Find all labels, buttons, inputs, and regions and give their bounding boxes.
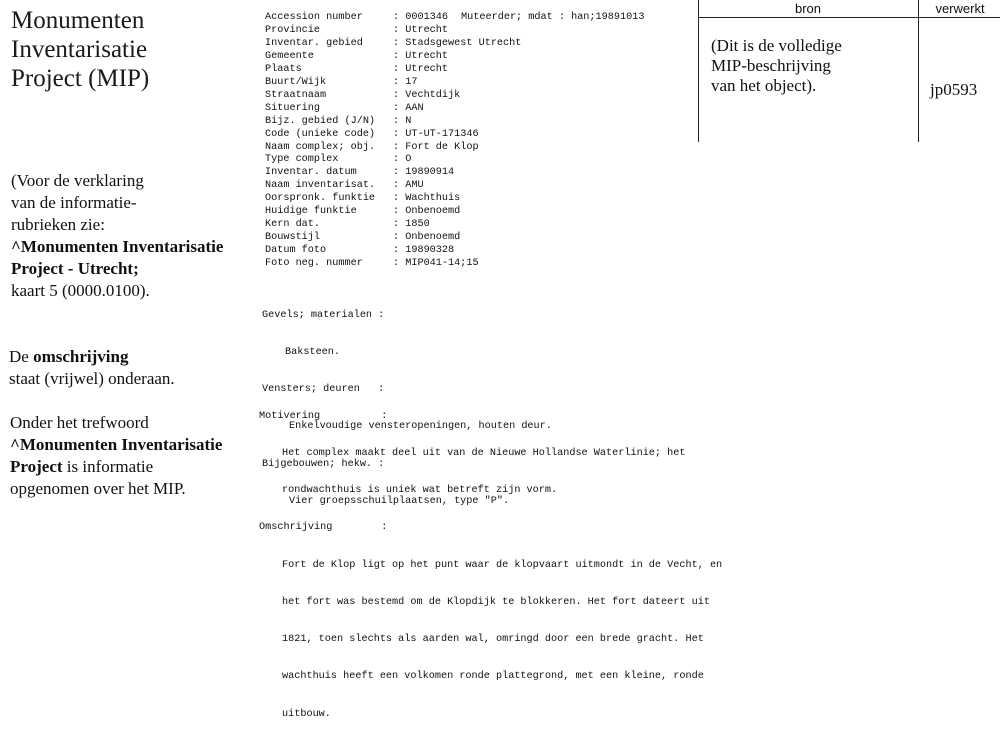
- description-note: [9, 346, 254, 390]
- field-value: : Onbenoemd: [393, 206, 461, 218]
- note-line: opgenomen over het MIP.: [10, 479, 186, 498]
- field-value: : AAN: [393, 102, 424, 114]
- record-row: [265, 25, 644, 38]
- record-row: [265, 180, 644, 193]
- table-divider: [698, 0, 699, 142]
- field-value: uitbouw.: [282, 708, 331, 720]
- field-value: wachthuis heeft een volkomen ronde plattegrond, met een kleine, ronde: [282, 671, 704, 683]
- record-row: [265, 167, 644, 180]
- note-keyword: omschrijving: [33, 347, 129, 366]
- record-row: [265, 103, 644, 116]
- field-value: : Utrecht: [393, 63, 449, 75]
- record-row: [265, 232, 644, 245]
- record-row: [265, 90, 644, 103]
- left-column: [11, 6, 251, 93]
- field-label: Naam inventarisat.: [265, 180, 376, 192]
- description-block: [259, 386, 722, 733]
- note-text: is informatie: [62, 457, 154, 476]
- note-line: (Voor de verklaring: [11, 171, 144, 190]
- field-value: : AMU: [393, 180, 424, 192]
- field-value: : Utrecht: [393, 50, 449, 62]
- record-row: [265, 116, 644, 129]
- field-label: Straatnaam: [265, 89, 327, 101]
- field-label: Provincie: [265, 24, 321, 36]
- field-value: : 19890914: [393, 167, 455, 179]
- field-label: Gemeente: [265, 50, 314, 62]
- field-value: Vier groepsschuilplaatsen, type "P".: [289, 495, 510, 507]
- record-row: [265, 245, 644, 258]
- field-label: Datum foto: [265, 245, 327, 257]
- table-divider: [918, 0, 919, 142]
- field-value: : Stadsgewest Utrecht: [393, 37, 522, 49]
- record-row: [265, 154, 644, 167]
- field-label: Plaats: [265, 63, 302, 75]
- note-line: staat (vrijwel) onderaan.: [9, 369, 175, 388]
- field-value: rondwachthuis is uniek wat betreft zijn vorm.: [282, 485, 558, 497]
- title-line: Inventarisatie: [11, 36, 148, 63]
- field-label: Bijgebouwen; hekw. :: [262, 458, 385, 470]
- field-value: het fort was bestemd om de Klopdijk te blokkeren. Het fort dateert uit: [282, 596, 710, 608]
- bron-line: (Dit is de volledige: [711, 36, 842, 55]
- field-label: Bouwstijl: [265, 232, 321, 244]
- field-value: : 17: [393, 76, 418, 88]
- note-line: kaart 5 (0000.0100).: [11, 281, 150, 300]
- bron-line: van het object).: [711, 76, 817, 95]
- field-value: Enkelvoudige vensteropeningen, houten deur.: [289, 421, 552, 433]
- column-header-verwerkt: verwerkt: [935, 1, 985, 16]
- field-label: Oorspronk. funktie: [265, 193, 376, 205]
- field-label: Omschrijving :: [259, 522, 388, 534]
- reference-note: [11, 170, 256, 302]
- field-value: Het complex maakt deel uit van de Nieuwe Hollandse Waterlinie; het: [282, 448, 686, 460]
- field-value: : O: [393, 154, 412, 166]
- record-row: [265, 12, 644, 25]
- page-title: [11, 6, 251, 93]
- field-value: : N: [393, 115, 412, 127]
- bron-line: MIP-beschrijving: [711, 56, 831, 75]
- field-label: Kern dat.: [265, 219, 321, 231]
- keyword-link[interactable]: ^Monumenten Inventarisatie: [10, 435, 223, 454]
- keyword-link[interactable]: ^Monumenten Inventarisatie: [11, 237, 224, 256]
- field-value: : Utrecht: [393, 24, 449, 36]
- field-value: : 1850: [393, 219, 430, 231]
- field-value: 1821, toen slechts als aarden wal, omringd door een brede gracht. Het: [282, 634, 704, 646]
- note-line: van de informatie-: [11, 193, 137, 212]
- title-line: Monumenten: [11, 7, 145, 34]
- field-label: Situering: [265, 102, 321, 114]
- field-label: Foto neg. nummer: [265, 258, 363, 270]
- field-value: Fort de Klop ligt op het punt waar de klopvaart uitmondt in de Vecht, en: [282, 559, 723, 571]
- field-label: Bijz. gebied (J/N): [265, 115, 376, 127]
- field-label: Motivering :: [259, 410, 388, 422]
- source-table: [698, 0, 1000, 144]
- note-line: rubrieken zie:: [11, 215, 105, 234]
- field-value: Baksteen.: [285, 347, 341, 359]
- note-line: Onder het trefwoord: [10, 413, 149, 432]
- field-label: Buurt/Wijk: [265, 76, 327, 88]
- title-line: Project (MIP): [11, 65, 150, 92]
- record-row: [265, 129, 644, 142]
- field-value: : MIP041-14;15: [393, 258, 479, 270]
- field-value: : Vechtdijk: [393, 89, 461, 101]
- field-value: : 0001346: [393, 12, 449, 23]
- field-label: Naam complex; obj.: [265, 141, 376, 153]
- record-row: [265, 206, 644, 219]
- keyword-link[interactable]: Project: [10, 457, 63, 476]
- keyword-link[interactable]: Project - Utrecht;: [11, 259, 139, 278]
- mutation-info: Muteerder; mdat : han;19891013: [461, 12, 645, 23]
- record-row: [265, 193, 644, 206]
- record-row: [265, 64, 644, 77]
- field-value: : Onbenoemd: [393, 232, 461, 244]
- verwerkt-code: jp0593: [930, 80, 978, 99]
- record-row: [265, 258, 644, 271]
- note-text: De: [9, 347, 34, 366]
- field-label: Huidige funktie: [265, 206, 357, 218]
- field-value: : 19890328: [393, 245, 455, 257]
- record-row: [265, 51, 644, 64]
- field-label: Inventar. datum: [265, 167, 357, 179]
- record-row: [265, 77, 644, 90]
- column-header-bron: bron: [794, 1, 822, 16]
- record-row: [265, 38, 644, 51]
- field-value: : Wachthuis: [393, 193, 461, 205]
- field-value: : UT-UT-171346: [393, 128, 479, 140]
- record-row: [265, 219, 644, 232]
- field-label: Type complex: [265, 154, 339, 166]
- field-label: Inventar. gebied: [265, 37, 363, 49]
- field-label: Accession number: [265, 12, 363, 23]
- field-value: : Fort de Klop: [393, 141, 479, 153]
- field-label: Vensters; deuren :: [262, 384, 385, 396]
- record-row: [265, 142, 644, 155]
- field-label: Gevels; materialen :: [262, 309, 385, 321]
- record-fields: [265, 12, 644, 271]
- field-label: Code (unieke code): [265, 128, 376, 140]
- table-divider: [698, 17, 1000, 18]
- keyword-note: [10, 412, 255, 500]
- bron-cell: [711, 36, 911, 96]
